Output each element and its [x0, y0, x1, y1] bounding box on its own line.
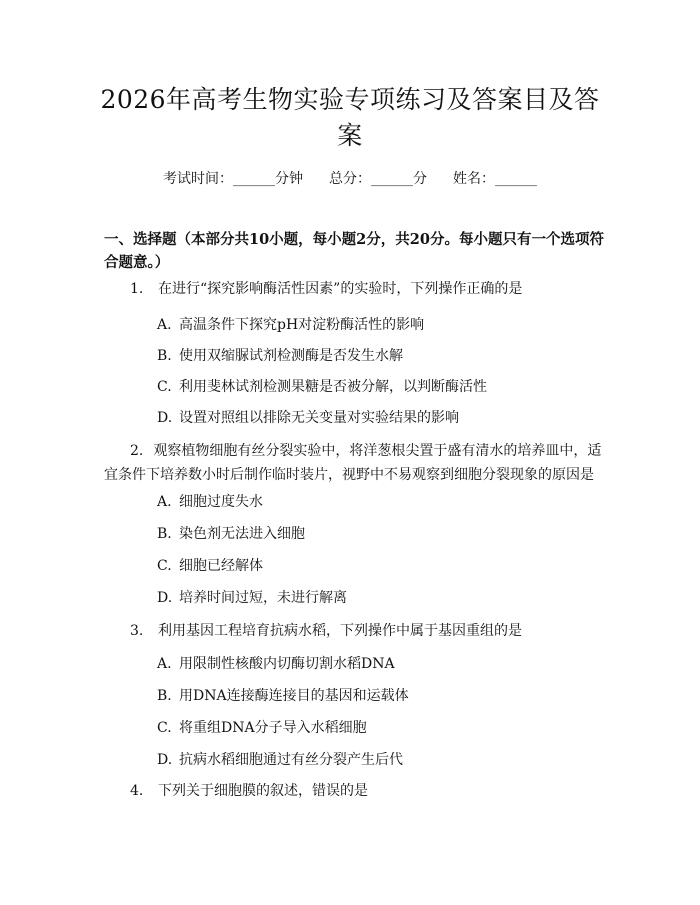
- question-1-option-a: [157, 315, 424, 335]
- option-letter: C.: [157, 379, 172, 395]
- option-text: 细胞已经解体: [179, 558, 263, 574]
- question-text: 观察植物细胞有丝分裂实验中，将洋葱根尖置于盛有清水的培养皿中，适宜条件下培养数小时后制作临时装片，视野中不易观察到细胞分裂现象的原因是: [104, 443, 602, 483]
- option-text: 高温条件下探究pH对淀粉酶活性的影响: [179, 317, 425, 333]
- question-text: 下列关于细胞膜的叙述，错误的是: [158, 783, 368, 799]
- question-number: 2.: [130, 443, 144, 459]
- option-text: 使用双缩脲试剂检测酶是否发生水解: [179, 348, 403, 364]
- question-3-option-b: [157, 686, 409, 706]
- question-1-option-b: [157, 346, 403, 366]
- question-3-option-c: [157, 718, 367, 738]
- question-2: [104, 439, 604, 487]
- option-text: 染色剂无法进入细胞: [179, 526, 305, 542]
- option-text: 用DNA连接酶连接目的基因和运载体: [179, 688, 409, 704]
- name-field: 姓名：______: [453, 171, 537, 187]
- option-letter: B.: [157, 688, 172, 704]
- page-title: 2026年高考生物实验专项练习及答案目及答案: [100, 85, 600, 150]
- option-letter: D.: [157, 752, 173, 768]
- exam-time-field: 考试时间：______分钟: [163, 171, 303, 187]
- option-text: 抗病水稻细胞通过有丝分裂产生后代: [179, 752, 403, 768]
- question-1: [130, 278, 522, 301]
- question-text: 在进行“探究影响酶活性因素”的实验时，下列操作正确的是: [158, 281, 523, 297]
- option-text: 培养时间过短，未进行解离: [179, 590, 347, 606]
- option-letter: B.: [157, 526, 172, 542]
- question-1-option-d: [157, 408, 459, 428]
- option-letter: A.: [157, 317, 172, 333]
- question-3-option-d: [157, 750, 403, 770]
- question-2-option-c: [157, 556, 263, 576]
- question-2-option-a: [157, 492, 263, 512]
- option-letter: B.: [157, 348, 172, 364]
- question-3-option-a: [157, 654, 395, 674]
- question-number: 4.: [130, 783, 144, 799]
- question-text: 利用基因工程培育抗病水稻，下列操作中属于基因重组的是: [158, 623, 522, 639]
- question-1-option-c: [157, 377, 487, 397]
- question-4: [130, 780, 368, 803]
- total-score-field: 总分：______分: [329, 171, 427, 187]
- question-number: 1.: [130, 281, 144, 297]
- option-text: 将重组DNA分子导入水稻细胞: [179, 720, 367, 736]
- exam-meta: [0, 168, 700, 188]
- option-text: 用限制性核酸内切酶切割水稻DNA: [179, 656, 395, 672]
- option-letter: A.: [157, 656, 172, 672]
- option-text: 细胞过度失水: [179, 494, 263, 510]
- question-3: [130, 620, 522, 643]
- question-2-option-d: [157, 588, 347, 608]
- option-text: 利用斐林试剂检测果糖是否被分解，以判断酶活性: [179, 379, 487, 395]
- option-text: 设置对照组以排除无关变量对实验结果的影响: [179, 410, 459, 426]
- question-2-option-b: [157, 524, 305, 544]
- option-letter: D.: [157, 410, 173, 426]
- option-letter: D.: [157, 590, 173, 606]
- question-number: 3.: [130, 623, 144, 639]
- section-heading: 一、选择题（本部分共10小题，每小题2分，共20分。每小题只有一个选项符合题意。）: [104, 231, 604, 271]
- option-letter: A.: [157, 494, 172, 510]
- option-letter: C.: [157, 558, 172, 574]
- option-letter: C.: [157, 720, 172, 736]
